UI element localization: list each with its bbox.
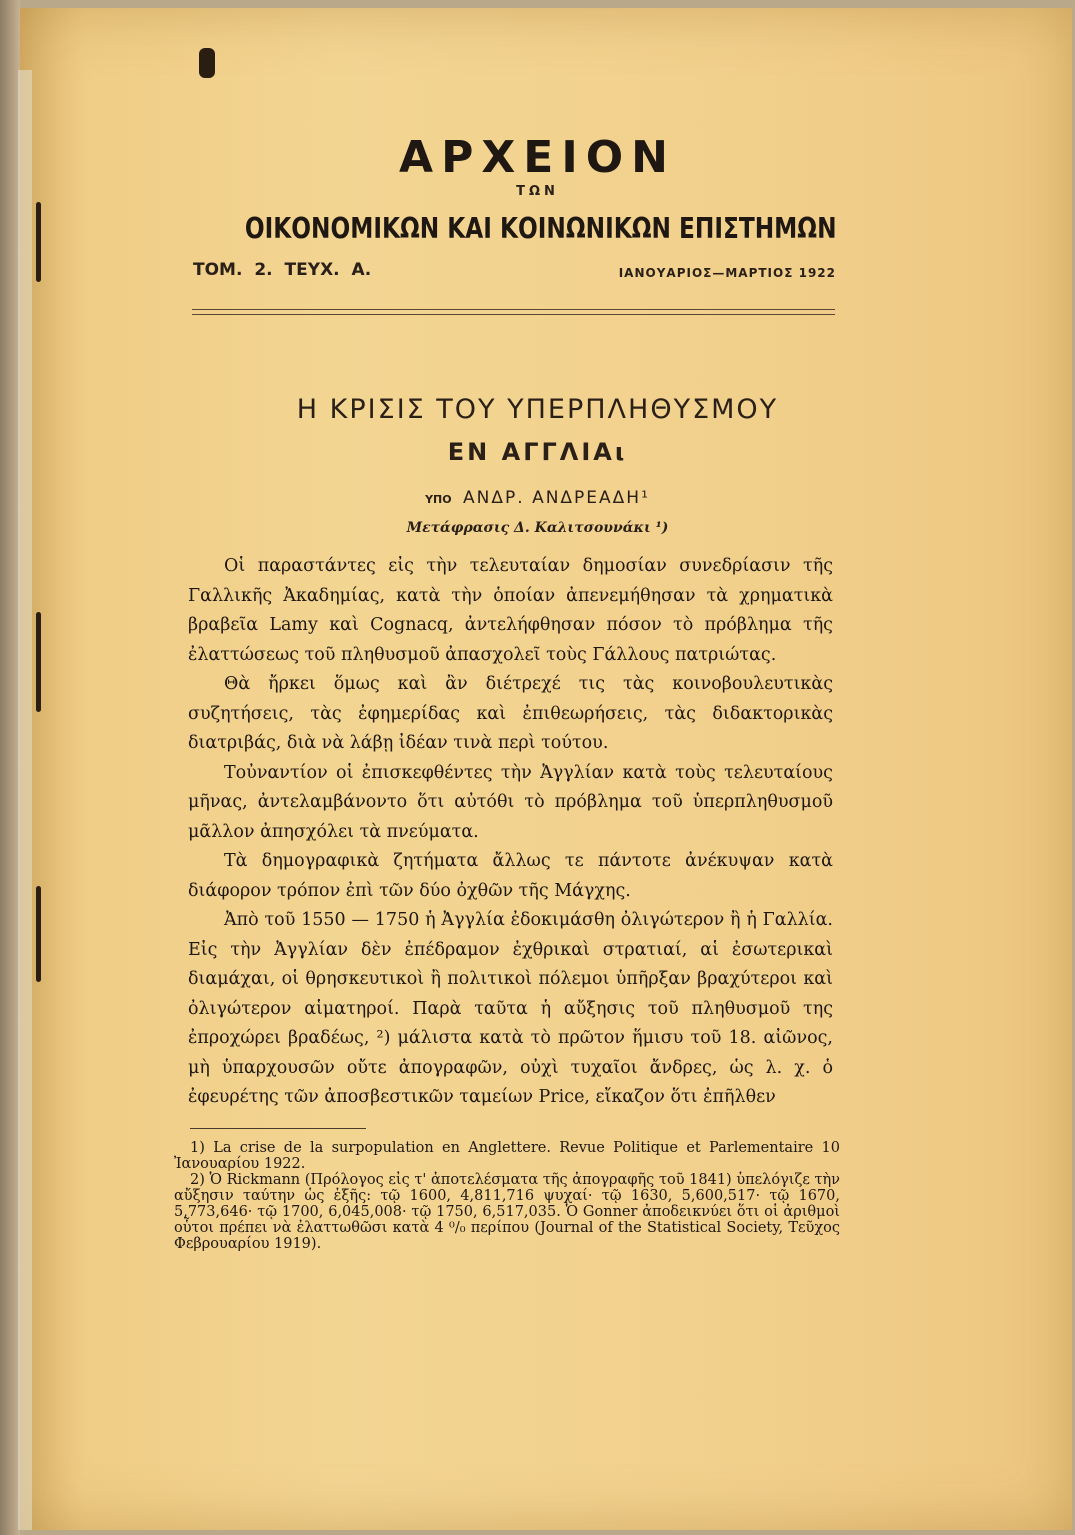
journal-subtitle: ΟΙΚΟΝΟΜΙΚΩΝ ΚΑΙ ΚΟΙΝΩΝΙΚΩΝ ΕΠΙΣΤΗΜΩΝ [244,212,837,245]
ink-stain-mark [199,48,215,78]
author-name: ΑΝΔΡ. ΑΝΔΡΕΑΔΗ¹ [463,488,650,508]
footnotes [174,1140,840,1252]
binding-stitch-mark [36,202,41,282]
article-author [0,488,1075,508]
paragraph: Τοὐναντίον οἱ ἐπισκεφθέντες τὴν Ἀγγλίαν κατὰ τοὺς τελευταίους μῆνας, ἀντελαμβάνοντο ὅτι αὐτόθι τὸ πρόβλημα τοῦ ὑπερπληθυσμοῦ μᾶλλον ἀπησχόλει τὰ πνεύματα. [188,762,833,842]
binding-tape [18,70,32,1530]
issue-number: ΤΟΜ. 2. ΤΕΥΧ. Α. [193,260,372,280]
issue-date: ΙΑΝΟΥΑΡΙΟΣ—ΜΑΡΤΙΟΣ 1922 [618,266,836,280]
author-prefix: ΥΠΟ [425,493,452,506]
binding-stitch-mark [36,886,41,982]
footnote: 2) Ὁ Rickmann (Πρόλογος εἰς τ' ἀποτελέσματα τῆς ἀπογραφῆς τοῦ 1841) ὑπελόγιζε τὴν αὔξησιν ταύτην ὡς ἑξῆς: τῷ 1600, 4,811,716 ψυχαί· τῷ 1630, 5,600,517· τῷ 1670, 5,773,646· τῷ 1700, 6,045,008· τῷ 1750, 6,517,035. Ὁ Gonner ἀποδεικνύει ὅτι οἱ ἀριθμοὶ οὗτοι πρέπει νὰ ἐλαττωθῶσι κατὰ 4 ⁰/₀ περίπου (Journal of the Statistical Society, Τεῦχος Φεβρουαρίου 1919). [174,1172,840,1252]
paragraph: Θὰ ἤρκει ὅμως καὶ ἂν διέτρεχέ τις τὰς κοινοβουλευτικὰς συζητήσεις, τὰς ἐφημερίδας καὶ ἐπιθεωρήσεις, τὰς διδακτορικὰς διατριβάς, διὰ νὰ λάβῃ ἰδέαν τινὰ περὶ τούτου. [188,674,833,753]
journal-title: ΑΡΧΕΙΟΝ [399,132,676,183]
article-subtitle: ΕΝ ΑΓΓΛΙΑι [447,438,628,466]
journal-ton: ΤΩΝ [516,184,559,199]
paragraph: Τὰ δημογραφικὰ ζητήματα ἄλλως τε πάντοτε ἀνέκυψαν κατὰ διάφορον τρόπον ἐπὶ τῶν δύο ὀχθῶν τῆς Μάγχης. [188,851,833,901]
article-body [188,552,833,1113]
footnote: 1) La crise de la surpopulation en Anglettere. Revue Politique et Parlementaire 10 Ἰανουαρίου 1922. [174,1140,840,1172]
footnote-rule [190,1128,366,1129]
header-rule-top [192,309,835,310]
binding-spine [0,0,20,1535]
binding-stitch-mark [36,612,41,712]
paragraph: Οἱ παραστάντες εἰς τὴν τελευταίαν δημοσίαν συνεδρίασιν τῆς Γαλλικῆς Ἀκαδημίας, κατὰ τὴν ὁποίαν ἀπενεμήθησαν τὰ χρηματικὰ βραβεῖα Lamy καὶ Cognacq, ἀντελήφθησαν πόσον τὸ πρόβλημα τῆς ἐλαττώσεως τοῦ πληθυσμοῦ ἀπασχολεῖ τοὺς Γάλλους πατριώτας. [188,556,833,665]
article-translator: Μετάφρασις Δ. Καλιτσουνάκι ¹) [406,520,669,536]
article-title: Η ΚΡΙΣΙΣ ΤΟΥ ΥΠΕΡΠΛΗΘΥΣΜΟΥ [296,394,779,425]
paragraph: Ἀπὸ τοῦ 1550 — 1750 ἡ Ἀγγλία ἐδοκιμάσθη ὀλιγώτερον ἢ ἡ Γαλλία. Εἰς τὴν Ἀγγλίαν δὲν ἐπέδραμον ἐχθρικαὶ στρατιαί, αἱ ἐσωτερικαὶ διαμάχαι, οἱ θρησκευτικοὶ ἢ πολιτικοὶ πόλεμοι ὑπῆρξαν βραχύτεροι καὶ ὀλιγώτερον αἱματηροί. Παρὰ ταῦτα ἡ αὔξησις τοῦ πληθυσμοῦ της ἐπροχώρει βραδέως, ²) μάλιστα κατὰ τὸ πρῶτον ἥμισυ τοῦ 18. αἰῶνος, μὴ ὑπαρχουσῶν οὔτε ἀπογραφῶν, οὐχὶ τυχαῖοι ἄνδρες, ὡς λ. χ. ὁ ἐφευρέτης τῶν ἀποσβεστικῶν ταμείων Price, εἴκαζον ὅτι ἐπῆλθεν [188,910,833,1107]
header-rule-bottom [192,314,835,315]
